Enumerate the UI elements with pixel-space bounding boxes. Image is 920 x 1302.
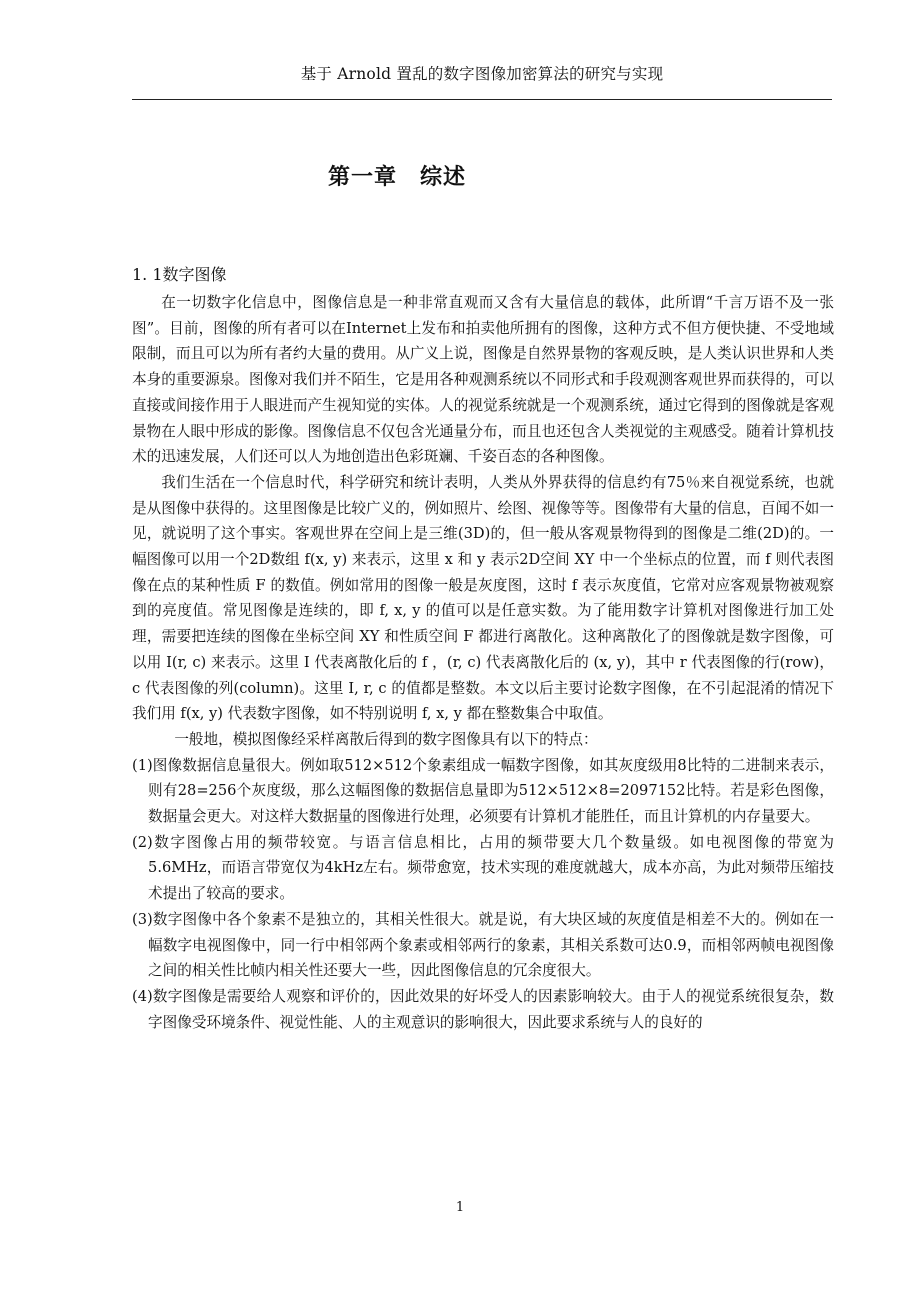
header-rule — [132, 99, 832, 100]
list-item: (2)数字图像占用的频带较宽。与语言信息相比，占用的频带要大几个数量级。如电视图像的带宽为5.6MHz，而语言带宽仅为4kHz左右。频带愈宽，技术实现的难度就越大，成本亦高，为此对频带压缩技术提出了较高的要求。 — [132, 833, 834, 903]
body-text — [132, 290, 834, 1035]
list-item: (3)数字图像中各个象素不是独立的，其相关性很大。就是说，有大块区域的灰度值是相差不大的。例如在一幅数字电视图像中，同一行中相邻两个象素或相邻两行的象素，其相关系数可达0.9，而相邻两帧电视图像之间的相关性比帧内相关性还要大一些，因此图像信息的冗余度很大。 — [132, 910, 834, 980]
section-heading: 1. 1数字图像 — [132, 265, 227, 284]
list-item: (4)数字图像是需要给人观察和评价的，因此效果的好坏受人的因素影响较大。由于人的视觉系统很复杂，数字图像受环境条件、视觉性能、人的主观意识的影响很大，因此要求系统与人的良好的 — [132, 987, 834, 1031]
running-header: 基于 Arnold 置乱的数字图像加密算法的研究与实现 — [300, 65, 664, 83]
chapter-title: 第一章 综述 — [328, 165, 467, 190]
paragraph: 在一切数字化信息中，图像信息是一种非常直观而又含有大量信息的载体，此所谓“千言万语不及一张图”。目前，图像的所有者可以在Internet上发布和拍卖他所拥有的图像，这种方式不但方便快捷、不受地域限制，而且可以为所有者约大量的费用。从广义上说，图像是自然界景物的客观反映，是人类认识世界和人类本身的重要源泉。图像对我们并不陌生，它是用各种观测系统以不同形式和手段观测客观世界而获得的，可以直接或间接作用于人眼进而产生视知觉的实体。人的视觉系统就是一个观测系统，通过它得到的图像就是客观景物在人眼中形成的影像。图像信息不仅包含光通量分布，而且也还包含人类视觉的主观感受。随着计算机技术的迅速发展，人们还可以人为地创造出色彩斑斓、千姿百态的各种图像。 — [132, 294, 834, 466]
paragraph: 一般地，模拟图像经采样离散后得到的数字图像具有以下的特点： — [174, 730, 598, 748]
page-number: 1 — [455, 1200, 465, 1215]
list-item: (1)图像数据信息量很大。例如取512×512个象素组成一幅数字图像，如其灰度级用8比特的二进制来表示，则有28=256个灰度级，那么这幅图像的数据信息量即为512×512×8=2097152比特。若是彩色图像，数据量会更大。对这样大数据量的图像进行处理，必须要有计算机才能胜任，而且计算机的内存量要大。 — [132, 756, 834, 826]
paragraph: 我们生活在一个信息时代，科学研究和统计表明，人类从外界获得的信息约有75％来自视觉系统，也就是从图像中获得的。这里图像是比较广义的，例如照片、绘图、视像等等。图像带有大量的信息，百闻不如一见，就说明了这个事实。客观世界在空间上是三维(3D)的，但一般从客观景物得到的图像是二维(2D)的。一幅图像可以用一个2D数组 f(x, y) 来表示，这里 x 和 y 表示2D空间 XY 中一个坐标点的位置，而 f 则代表图像在点的某种性质 F 的数值。例如常用的图像一般是灰度图，这时 f 表示灰度值，它常对应客观景物被观察到的亮度值。常见图像是连续的，即 f, x, y 的值可以是任意实数。为了能用数字计算机对图像进行加工处理，需要把连续的图像在坐标空间 XY 和性质空间 F 都进行离散化。这种离散化了的图像就是数字图像，可以用 I(r, c) 来表示。这里 I 代表离散化后的 f ，(r, c) 代表离散化后的 (x, y)，其中 r 代表图像的行(row)，c 代表图像的列(column)。这里 I, r, c 的值都是整数。本文以后主要讨论数字图像，在不引起混淆的情况下我们用 f(x, y) 代表数字图像，如不特别说明 f, x, y 都在整数集合中取值。 — [132, 473, 834, 723]
